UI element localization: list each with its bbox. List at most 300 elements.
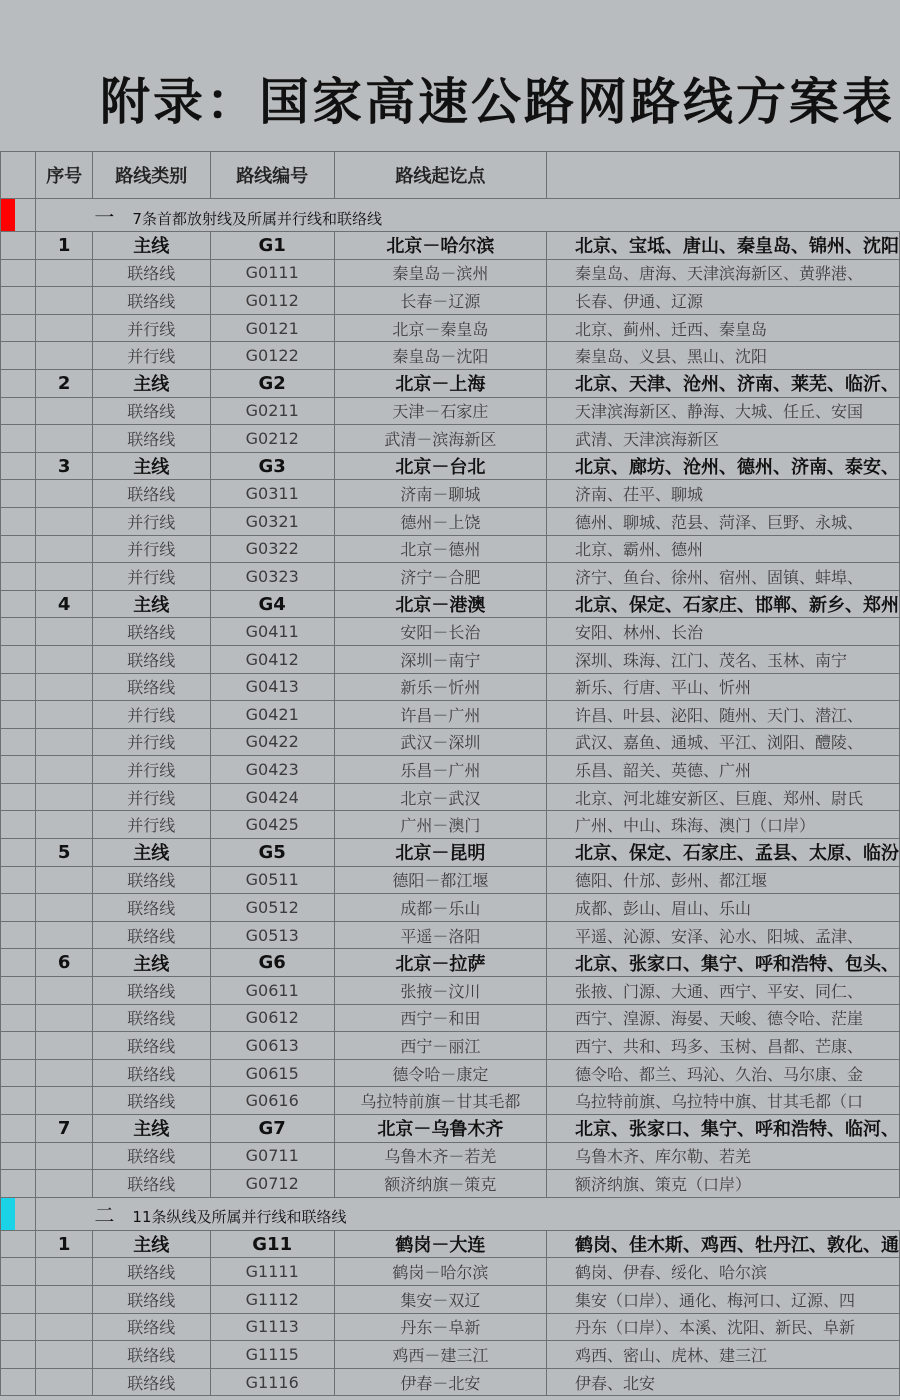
row-edge-cell [1, 563, 36, 591]
od-cell: 济宁－合肥 [334, 563, 546, 591]
seq-cell [36, 1258, 93, 1286]
via-cell: 伊春、北安 [546, 1368, 899, 1396]
od-cell: 伊春－北安 [334, 1368, 546, 1396]
seq-cell [36, 287, 93, 315]
table-row [1, 1087, 900, 1115]
section-row [1, 199, 900, 232]
table-row [1, 535, 900, 563]
seq-cell: 2 [36, 369, 93, 397]
row-edge-cell [1, 397, 36, 425]
od-cell: 北京－港澳 [334, 590, 546, 618]
od-cell: 乌鲁木齐－若羌 [334, 1142, 546, 1170]
header-category: 路线类别 [92, 152, 210, 199]
code-cell: G3 [210, 452, 334, 480]
code-cell: G0412 [210, 645, 334, 673]
code-cell: G1116 [210, 1368, 334, 1396]
category-cell: 联络线 [92, 259, 210, 287]
od-cell: 安阳－长治 [334, 618, 546, 646]
via-cell: 北京、保定、石家庄、邯郸、新乡、郑州 [546, 590, 899, 618]
od-cell: 北京－台北 [334, 452, 546, 480]
main-route-row [1, 232, 900, 260]
seq-cell [36, 1170, 93, 1198]
route-table [0, 151, 900, 1396]
od-cell: 集安－双辽 [334, 1285, 546, 1313]
category-cell: 并行线 [92, 535, 210, 563]
table-row [1, 977, 900, 1005]
code-cell: G4 [210, 590, 334, 618]
seq-cell [36, 1004, 93, 1032]
od-cell: 鹤岗－大连 [334, 1230, 546, 1258]
via-cell: 新乐、行唐、平山、忻州 [546, 673, 899, 701]
row-edge-cell [1, 894, 36, 922]
code-cell: G0321 [210, 507, 334, 535]
table-row [1, 811, 900, 839]
category-cell: 联络线 [92, 480, 210, 508]
seq-cell [36, 701, 93, 729]
header-code: 路线编号 [210, 152, 334, 199]
category-cell: 主线 [92, 1115, 210, 1143]
via-cell: 济宁、鱼台、徐州、宿州、固镇、蚌埠、 [546, 563, 899, 591]
code-cell: G0421 [210, 701, 334, 729]
via-cell: 德州、聊城、范县、菏泽、巨野、永城、 [546, 507, 899, 535]
table-row [1, 1341, 900, 1369]
main-route-row [1, 1230, 900, 1258]
seq-cell [36, 1341, 93, 1369]
code-cell: G0425 [210, 811, 334, 839]
category-cell: 并行线 [92, 507, 210, 535]
via-cell: 乌鲁木齐、库尔勒、若羌 [546, 1142, 899, 1170]
table-row [1, 287, 900, 315]
category-cell: 并行线 [92, 563, 210, 591]
od-cell: 德州－上饶 [334, 507, 546, 535]
via-cell: 成都、彭山、眉山、乐山 [546, 894, 899, 922]
seq-cell [36, 480, 93, 508]
category-cell: 并行线 [92, 728, 210, 756]
seq-cell: 3 [36, 452, 93, 480]
code-cell: G0121 [210, 314, 334, 342]
seq-cell [36, 425, 93, 453]
od-cell: 天津－石家庄 [334, 397, 546, 425]
category-cell: 并行线 [92, 756, 210, 784]
via-cell: 秦皇岛、义县、黑山、沈阳 [546, 342, 899, 370]
via-cell: 安阳、林州、长治 [546, 618, 899, 646]
via-cell: 北京、霸州、德州 [546, 535, 899, 563]
section-marker [1, 1197, 36, 1230]
via-cell: 北京、张家口、集宁、呼和浩特、临河、 [546, 1115, 899, 1143]
row-edge-cell [1, 921, 36, 949]
row-edge-cell [1, 728, 36, 756]
code-cell: G1111 [210, 1258, 334, 1286]
seq-cell [36, 1087, 93, 1115]
table-row [1, 259, 900, 287]
od-cell: 北京－武汉 [334, 783, 546, 811]
row-edge-cell [1, 1258, 36, 1286]
seq-cell [36, 618, 93, 646]
row-edge-cell [1, 1230, 36, 1258]
row-edge-cell [1, 1087, 36, 1115]
category-cell: 并行线 [92, 701, 210, 729]
row-edge-cell [1, 1004, 36, 1032]
category-cell: 并行线 [92, 342, 210, 370]
seq-cell: 7 [36, 1115, 93, 1143]
od-cell: 乐昌－广州 [334, 756, 546, 784]
seq-cell [36, 1313, 93, 1341]
row-edge-cell [1, 480, 36, 508]
via-cell: 长春、伊通、辽源 [546, 287, 899, 315]
category-cell: 联络线 [92, 1142, 210, 1170]
code-cell: G0311 [210, 480, 334, 508]
od-cell: 济南－聊城 [334, 480, 546, 508]
via-cell: 秦皇岛、唐海、天津滨海新区、黄骅港、 [546, 259, 899, 287]
via-cell: 鹤岗、伊春、绥化、哈尔滨 [546, 1258, 899, 1286]
row-edge-cell [1, 452, 36, 480]
row-edge-cell [1, 425, 36, 453]
via-cell: 武清、天津滨海新区 [546, 425, 899, 453]
category-cell: 联络线 [92, 977, 210, 1005]
code-cell: G0212 [210, 425, 334, 453]
main-route-row [1, 949, 900, 977]
category-cell: 联络线 [92, 1341, 210, 1369]
code-cell: G0411 [210, 618, 334, 646]
section-title [36, 1197, 900, 1230]
seq-cell [36, 728, 93, 756]
row-edge-cell [1, 1142, 36, 1170]
via-cell: 北京、张家口、集宁、呼和浩特、包头、 [546, 949, 899, 977]
category-cell: 主线 [92, 949, 210, 977]
via-cell: 武汉、嘉鱼、通城、平江、浏阳、醴陵、 [546, 728, 899, 756]
od-cell: 德阳－都江堰 [334, 866, 546, 894]
code-cell: G2 [210, 369, 334, 397]
header-blank [1, 152, 36, 199]
section-row [1, 1197, 900, 1230]
via-cell: 鹤岗、佳木斯、鸡西、牡丹江、敦化、通 [546, 1230, 899, 1258]
code-cell: G0712 [210, 1170, 334, 1198]
od-cell: 西宁－丽江 [334, 1032, 546, 1060]
table-row [1, 1004, 900, 1032]
od-cell: 广州－澳门 [334, 811, 546, 839]
code-cell: G1115 [210, 1341, 334, 1369]
via-cell: 深圳、珠海、江门、茂名、玉林、南宁 [546, 645, 899, 673]
category-cell: 联络线 [92, 1032, 210, 1060]
table-row [1, 1368, 900, 1396]
code-cell: G1 [210, 232, 334, 260]
via-cell: 额济纳旗、策克（口岸） [546, 1170, 899, 1198]
main-route-row [1, 452, 900, 480]
seq-cell [36, 1032, 93, 1060]
category-cell: 联络线 [92, 287, 210, 315]
via-cell: 鸡西、密山、虎林、建三江 [546, 1341, 899, 1369]
via-cell: 乐昌、韶关、英德、广州 [546, 756, 899, 784]
section-number: 二 [94, 1203, 115, 1228]
table-row [1, 314, 900, 342]
category-cell: 联络线 [92, 645, 210, 673]
od-cell: 鸡西－建三江 [334, 1341, 546, 1369]
row-edge-cell [1, 701, 36, 729]
seq-cell [36, 783, 93, 811]
category-cell: 主线 [92, 452, 210, 480]
table-row [1, 480, 900, 508]
code-cell: G0211 [210, 397, 334, 425]
section-marker-bar [1, 1198, 15, 1230]
table-row [1, 563, 900, 591]
od-cell: 北京－乌鲁木齐 [334, 1115, 546, 1143]
code-cell: G0112 [210, 287, 334, 315]
seq-cell [36, 756, 93, 784]
table-row [1, 783, 900, 811]
od-cell: 许昌－广州 [334, 701, 546, 729]
row-edge-cell [1, 756, 36, 784]
table-body [1, 199, 900, 1396]
od-cell: 额济纳旗－策克 [334, 1170, 546, 1198]
row-edge-cell [1, 1170, 36, 1198]
table-row [1, 1313, 900, 1341]
code-cell: G5 [210, 839, 334, 867]
via-cell: 平遥、沁源、安泽、沁水、阳城、孟津、 [546, 921, 899, 949]
od-cell: 平遥－洛阳 [334, 921, 546, 949]
seq-cell [36, 397, 93, 425]
main-route-row [1, 1115, 900, 1143]
row-edge-cell [1, 1115, 36, 1143]
category-cell: 并行线 [92, 314, 210, 342]
category-cell: 联络线 [92, 1059, 210, 1087]
main-route-row [1, 369, 900, 397]
via-cell: 济南、茌平、聊城 [546, 480, 899, 508]
category-cell: 并行线 [92, 811, 210, 839]
table-row [1, 645, 900, 673]
od-cell: 乌拉特前旗－甘其毛都 [334, 1087, 546, 1115]
seq-cell [36, 1059, 93, 1087]
category-cell: 联络线 [92, 1004, 210, 1032]
table-row [1, 673, 900, 701]
code-cell: G0711 [210, 1142, 334, 1170]
od-cell: 北京－哈尔滨 [334, 232, 546, 260]
seq-cell [36, 1368, 93, 1396]
row-edge-cell [1, 839, 36, 867]
row-edge-cell [1, 1341, 36, 1369]
via-cell: 北京、天津、沧州、济南、莱芜、临沂、 [546, 369, 899, 397]
table-row [1, 342, 900, 370]
od-cell: 秦皇岛－沈阳 [334, 342, 546, 370]
seq-cell [36, 314, 93, 342]
header-od: 路线起讫点 [334, 152, 546, 199]
od-cell: 丹东－阜新 [334, 1313, 546, 1341]
seq-cell [36, 866, 93, 894]
od-cell: 张掖－汶川 [334, 977, 546, 1005]
table-row [1, 1170, 900, 1198]
table-row [1, 1285, 900, 1313]
od-cell: 武清－滨海新区 [334, 425, 546, 453]
via-cell: 德令哈、都兰、玛沁、久治、马尔康、金 [546, 1059, 899, 1087]
category-cell: 主线 [92, 590, 210, 618]
section-number: 一 [94, 204, 115, 229]
code-cell: G0613 [210, 1032, 334, 1060]
seq-cell [36, 673, 93, 701]
seq-cell [36, 1142, 93, 1170]
table-row [1, 756, 900, 784]
via-cell: 北京、保定、石家庄、孟县、太原、临汾 [546, 839, 899, 867]
via-cell: 北京、廊坊、沧州、德州、济南、泰安、 [546, 452, 899, 480]
code-cell: G0322 [210, 535, 334, 563]
category-cell: 联络线 [92, 425, 210, 453]
via-cell: 西宁、湟源、海晏、天峻、德令哈、茫崖 [546, 1004, 899, 1032]
seq-cell [36, 894, 93, 922]
seq-cell [36, 921, 93, 949]
category-cell: 联络线 [92, 1170, 210, 1198]
via-cell: 集安（口岸）、通化、梅河口、辽源、四 [546, 1285, 899, 1313]
row-edge-cell [1, 232, 36, 260]
seq-cell [36, 535, 93, 563]
code-cell: G0616 [210, 1087, 334, 1115]
category-cell: 联络线 [92, 1313, 210, 1341]
code-cell: G1113 [210, 1313, 334, 1341]
table-row [1, 1142, 900, 1170]
category-cell: 联络线 [92, 894, 210, 922]
od-cell: 鹤岗－哈尔滨 [334, 1258, 546, 1286]
category-cell: 联络线 [92, 1285, 210, 1313]
main-route-row [1, 839, 900, 867]
row-edge-cell [1, 673, 36, 701]
od-cell: 西宁－和田 [334, 1004, 546, 1032]
od-cell: 德令哈－康定 [334, 1059, 546, 1087]
table-row [1, 1059, 900, 1087]
category-cell: 主线 [92, 369, 210, 397]
table-row [1, 921, 900, 949]
row-edge-cell [1, 314, 36, 342]
code-cell: G0323 [210, 563, 334, 591]
section-title [36, 199, 900, 232]
seq-cell [36, 563, 93, 591]
code-cell: G0424 [210, 783, 334, 811]
row-edge-cell [1, 949, 36, 977]
code-cell: G11 [210, 1230, 334, 1258]
table-row [1, 1032, 900, 1060]
via-cell: 北京、蓟州、迁西、秦皇岛 [546, 314, 899, 342]
table-row [1, 507, 900, 535]
table-header-row [1, 152, 900, 199]
code-cell: G1112 [210, 1285, 334, 1313]
via-cell: 广州、中山、珠海、澳门（口岸） [546, 811, 899, 839]
row-edge-cell [1, 1032, 36, 1060]
header-seq: 序号 [36, 152, 93, 199]
seq-cell [36, 342, 93, 370]
category-cell: 联络线 [92, 397, 210, 425]
code-cell: G0413 [210, 673, 334, 701]
od-cell: 成都－乐山 [334, 894, 546, 922]
od-cell: 长春－辽源 [334, 287, 546, 315]
od-cell: 北京－秦皇岛 [334, 314, 546, 342]
seq-cell [36, 1285, 93, 1313]
category-cell: 联络线 [92, 673, 210, 701]
category-cell: 联络线 [92, 618, 210, 646]
seq-cell [36, 811, 93, 839]
table-row [1, 425, 900, 453]
od-cell: 北京－拉萨 [334, 949, 546, 977]
category-cell: 主线 [92, 232, 210, 260]
code-cell: G0511 [210, 866, 334, 894]
seq-cell [36, 507, 93, 535]
seq-cell: 5 [36, 839, 93, 867]
row-edge-cell [1, 1368, 36, 1396]
table-row [1, 866, 900, 894]
seq-cell: 6 [36, 949, 93, 977]
category-cell: 联络线 [92, 1368, 210, 1396]
page-title: 附录：国家高速公路网路线方案表 [100, 72, 895, 131]
code-cell: G6 [210, 949, 334, 977]
code-cell: G0512 [210, 894, 334, 922]
section-text: 7条首都放射线及所属并行线和联络线 [132, 209, 382, 228]
seq-cell: 4 [36, 590, 93, 618]
category-cell: 并行线 [92, 783, 210, 811]
table-row [1, 618, 900, 646]
od-cell: 北京－昆明 [334, 839, 546, 867]
od-cell: 新乐－忻州 [334, 673, 546, 701]
row-edge-cell [1, 645, 36, 673]
row-edge-cell [1, 618, 36, 646]
code-cell: G0615 [210, 1059, 334, 1087]
via-cell: 丹东（口岸）、本溪、沈阳、新民、阜新 [546, 1313, 899, 1341]
table-row [1, 728, 900, 756]
via-cell: 天津滨海新区、静海、大城、任丘、安国 [546, 397, 899, 425]
via-cell: 张掖、门源、大通、西宁、平安、同仁、 [546, 977, 899, 1005]
category-cell: 联络线 [92, 921, 210, 949]
row-edge-cell [1, 1285, 36, 1313]
seq-cell [36, 645, 93, 673]
via-cell: 北京、河北雄安新区、巨鹿、郑州、尉氏 [546, 783, 899, 811]
row-edge-cell [1, 783, 36, 811]
section-marker-bar [1, 199, 15, 231]
category-cell: 联络线 [92, 866, 210, 894]
code-cell: G0111 [210, 259, 334, 287]
via-cell: 乌拉特前旗、乌拉特中旗、甘其毛都（口 [546, 1087, 899, 1115]
row-edge-cell [1, 342, 36, 370]
table-row [1, 701, 900, 729]
code-cell: G0122 [210, 342, 334, 370]
seq-cell: 1 [36, 1230, 93, 1258]
od-cell: 北京－上海 [334, 369, 546, 397]
table-row [1, 1258, 900, 1286]
od-cell: 深圳－南宁 [334, 645, 546, 673]
seq-cell [36, 259, 93, 287]
code-cell: G0612 [210, 1004, 334, 1032]
section-text: 11条纵线及所属并行线和联络线 [132, 1208, 347, 1227]
od-cell: 秦皇岛－滨州 [334, 259, 546, 287]
via-cell: 西宁、共和、玛多、玉树、昌都、芒康、 [546, 1032, 899, 1060]
row-edge-cell [1, 811, 36, 839]
row-edge-cell [1, 535, 36, 563]
row-edge-cell [1, 590, 36, 618]
code-cell: G0611 [210, 977, 334, 1005]
row-edge-cell [1, 287, 36, 315]
category-cell: 主线 [92, 1230, 210, 1258]
category-cell: 主线 [92, 839, 210, 867]
via-cell: 许昌、叶县、泌阳、随州、天门、潜江、 [546, 701, 899, 729]
row-edge-cell [1, 259, 36, 287]
seq-cell: 1 [36, 232, 93, 260]
row-edge-cell [1, 866, 36, 894]
via-cell: 德阳、什邡、彭州、都江堰 [546, 866, 899, 894]
row-edge-cell [1, 507, 36, 535]
via-cell: 北京、宝坻、唐山、秦皇岛、锦州、沈阳 [546, 232, 899, 260]
row-edge-cell [1, 369, 36, 397]
od-cell: 北京－德州 [334, 535, 546, 563]
row-edge-cell [1, 1313, 36, 1341]
header-via [546, 152, 899, 199]
code-cell: G0513 [210, 921, 334, 949]
section-marker [1, 199, 36, 232]
code-cell: G7 [210, 1115, 334, 1143]
main-route-row [1, 590, 900, 618]
od-cell: 武汉－深圳 [334, 728, 546, 756]
